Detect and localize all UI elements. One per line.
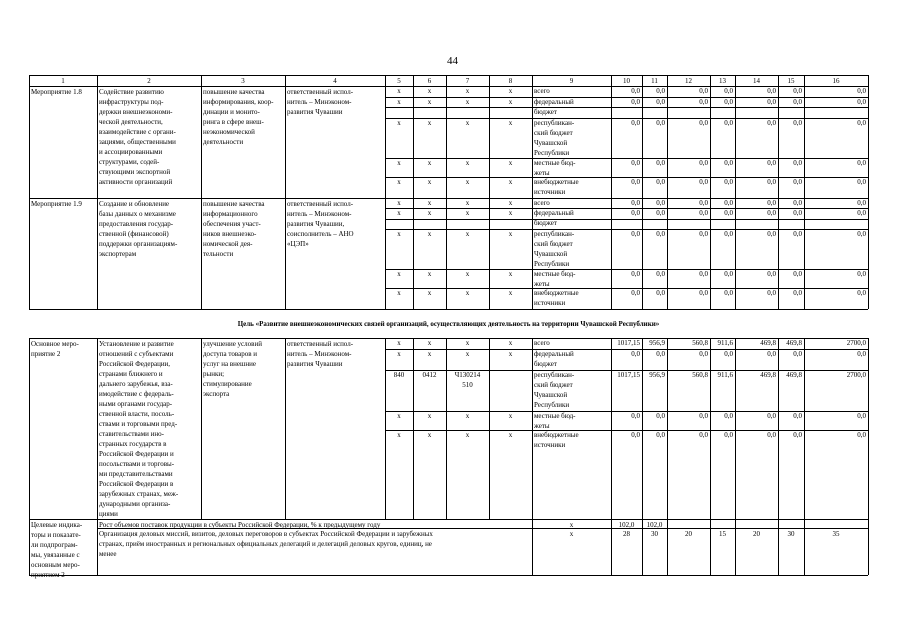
- code-placeholder: x: [427, 199, 432, 207]
- amount-cell: 0,0: [631, 289, 640, 297]
- code-placeholder: x: [397, 230, 401, 238]
- code-placeholder: x: [508, 178, 513, 186]
- table-rule: [532, 75, 533, 309]
- code-placeholder: x: [465, 350, 470, 358]
- table-rule: [735, 519, 736, 575]
- target-value: 102,0: [618, 521, 635, 529]
- code-placeholder: x: [508, 350, 513, 358]
- page-number: 44: [447, 55, 458, 67]
- amount-cell: 0,0: [656, 270, 665, 278]
- code-placeholder: x: [397, 431, 401, 439]
- amount-cell: 0,0: [767, 412, 776, 420]
- table-rule: [489, 338, 490, 519]
- goal-title: Цель «Развитие внешнеэкономических связей организаций, осуществляющих деятельность на территории Чувашской Республики»: [237, 320, 660, 328]
- target-value: 20: [685, 530, 692, 538]
- code-placeholder: x: [427, 87, 432, 95]
- table-rule: [97, 519, 98, 575]
- grbs-code: 840: [393, 371, 405, 379]
- code-placeholder: x: [397, 98, 401, 106]
- amount-cell: 0,0: [767, 119, 776, 127]
- amount-cell: 0,0: [793, 199, 802, 207]
- code-placeholder: x: [508, 119, 513, 127]
- code-placeholder: x: [465, 98, 470, 106]
- amount-cell: 0,0: [857, 209, 866, 217]
- table-rule: [285, 338, 286, 519]
- amount-cell: 0,0: [724, 209, 733, 217]
- table-rule: [201, 75, 202, 309]
- amount-cell: 469,8: [760, 339, 776, 347]
- code-placeholder: x: [508, 230, 513, 238]
- amount-cell: 0,0: [656, 87, 665, 95]
- table-rule: [667, 519, 668, 575]
- code-placeholder: x: [508, 289, 513, 297]
- amount-cell: 0,0: [631, 178, 640, 186]
- code-placeholder: x: [397, 412, 401, 420]
- m18-result: повышение качества информирования, коор- динации и монито- ринга в сфере внеш- неэкономической деятельности: [203, 88, 274, 146]
- amount-cell: 0,0: [724, 159, 733, 167]
- amount-cell: 0,0: [857, 199, 866, 207]
- column-number: 8: [508, 77, 513, 85]
- code-placeholder: x: [508, 98, 513, 106]
- column-number: 5: [397, 77, 401, 85]
- amount-cell: 0,0: [656, 209, 665, 217]
- amount-cell: 469,8: [786, 339, 802, 347]
- code-placeholder: x: [427, 339, 432, 347]
- amount-cell: 0,0: [767, 199, 776, 207]
- amount-cell: 0,0: [724, 230, 733, 238]
- target-value: 15: [719, 530, 726, 538]
- code-placeholder: x: [427, 159, 432, 167]
- rzpr-code: 0412: [422, 371, 437, 379]
- amount-cell: 0,0: [724, 87, 733, 95]
- targets-label: Целевые индика- торы и показате- ли подпрограм- мы, увязанные с основным меро- приятием 2: [31, 521, 83, 579]
- funding-source-label: местные бюд- жеты: [534, 412, 576, 430]
- target-value: 30: [651, 530, 658, 538]
- amount-cell: 0,0: [724, 199, 733, 207]
- column-number: 12: [685, 77, 692, 85]
- amount-cell: 1017,15: [617, 339, 640, 347]
- funding-source-label: республикан- ский бюджет Чувашской Республики: [534, 230, 575, 268]
- target-value: 30: [787, 530, 795, 538]
- table-rule: [778, 519, 779, 575]
- amount-cell: 0,0: [699, 289, 708, 297]
- code-placeholder: x: [397, 350, 401, 358]
- amount-cell: 0,0: [767, 289, 776, 297]
- column-number: 2: [147, 77, 151, 85]
- code-placeholder: x: [465, 209, 470, 217]
- column-number: 11: [651, 77, 658, 85]
- amount-cell: 0,0: [699, 350, 708, 358]
- amount-cell: 0,0: [857, 412, 866, 420]
- code-placeholder: x: [508, 87, 513, 95]
- code-placeholder: x: [427, 350, 432, 358]
- funding-source-label: всего: [534, 339, 550, 347]
- amount-cell: 560,8: [692, 371, 708, 379]
- amount-cell: 469,8: [760, 371, 776, 379]
- amount-cell: 0,0: [656, 98, 665, 106]
- m18-name: Мероприятие 1.8: [31, 88, 82, 96]
- code-placeholder: x: [397, 339, 401, 347]
- amount-cell: 0,0: [724, 412, 733, 420]
- amount-cell: 956,9: [649, 371, 665, 379]
- table-rule: [667, 338, 668, 519]
- amount-cell: 0,0: [767, 87, 776, 95]
- table-rule: [710, 519, 711, 575]
- amount-cell: 2700,0: [846, 339, 866, 347]
- amount-cell: 0,0: [656, 289, 665, 297]
- amount-cell: 0,0: [699, 209, 708, 217]
- amount-cell: 0,0: [699, 270, 708, 278]
- table-rule: [642, 338, 643, 519]
- amount-cell: 0,0: [656, 230, 665, 238]
- funding-source-label: республикан- ский бюджет Чувашской Республики: [534, 371, 575, 409]
- amount-cell: 0,0: [857, 119, 866, 127]
- m18-executor: ответственный испол- нитель – Минэконом- развития Чувашии: [287, 88, 354, 116]
- target-1-text: Рост объемов поставок продукции в субъекты Российской Федерации, % к предыдущему году: [99, 521, 381, 529]
- funding-source-label: федеральный бюджет: [534, 98, 574, 116]
- amount-cell: 0,0: [699, 431, 708, 439]
- amount-cell: 0,0: [631, 270, 640, 278]
- amount-cell: 0,0: [724, 178, 733, 186]
- target-value: 102,0: [646, 521, 663, 529]
- amount-cell: 0,0: [656, 350, 665, 358]
- code-placeholder: x: [569, 521, 574, 529]
- funding-source-label: внебюджетные источники: [534, 431, 579, 449]
- amount-cell: 0,0: [793, 270, 802, 278]
- code-placeholder: x: [397, 270, 401, 278]
- funding-source-label: республикан- ский бюджет Чувашской Республики: [534, 119, 575, 157]
- amount-cell: 0,0: [793, 119, 802, 127]
- funding-source-label: внебюджетные источники: [534, 178, 579, 196]
- amount-cell: 1017,15: [617, 371, 640, 379]
- amount-cell: 911,6: [717, 339, 733, 347]
- amount-cell: 0,0: [699, 119, 708, 127]
- code-placeholder: x: [465, 230, 470, 238]
- amount-cell: 0,0: [767, 270, 776, 278]
- amount-cell: 0,0: [631, 119, 640, 127]
- table-rule: [29, 309, 868, 310]
- column-number: 10: [623, 77, 630, 85]
- amount-cell: 0,0: [656, 178, 665, 186]
- table-rule: [868, 338, 869, 575]
- table-rule: [29, 338, 30, 575]
- amount-cell: 0,0: [656, 412, 665, 420]
- amount-cell: 0,0: [656, 199, 665, 207]
- code-placeholder: x: [508, 431, 513, 439]
- code-placeholder: x: [508, 159, 513, 167]
- funding-source-label: федеральный бюджет: [534, 209, 574, 227]
- code-placeholder: x: [508, 199, 513, 207]
- amount-cell: 0,0: [699, 98, 708, 106]
- amount-cell: 0,0: [767, 431, 776, 439]
- table-rule: [285, 75, 286, 309]
- table-rule: [804, 338, 805, 519]
- amount-cell: 0,0: [724, 119, 733, 127]
- amount-cell: 0,0: [724, 431, 733, 439]
- table-rule: [710, 338, 711, 519]
- table-rule: [97, 75, 98, 309]
- funding-source-label: местные бюд- жеты: [534, 159, 576, 177]
- code-placeholder: x: [427, 119, 432, 127]
- table-rule: [97, 338, 98, 519]
- code-placeholder: x: [427, 412, 432, 420]
- code-placeholder: x: [465, 339, 470, 347]
- amount-cell: 0,0: [857, 431, 866, 439]
- m19-result: повышение качества информационного обеспечения участ- ников внешнеэко- номической дея- тельности: [203, 200, 265, 258]
- code-placeholder: x: [465, 119, 470, 127]
- amount-cell: 956,9: [649, 339, 665, 347]
- amount-cell: 0,0: [767, 209, 776, 217]
- code-placeholder: x: [465, 178, 470, 186]
- code-placeholder: x: [465, 412, 470, 420]
- code-placeholder: x: [465, 199, 470, 207]
- amount-cell: 0,0: [857, 98, 866, 106]
- code-placeholder: x: [427, 98, 432, 106]
- amount-cell: 0,0: [724, 350, 733, 358]
- amount-cell: 0,0: [857, 159, 866, 167]
- amount-cell: 0,0: [699, 87, 708, 95]
- amount-cell: 0,0: [699, 230, 708, 238]
- amount-cell: 0,0: [793, 350, 802, 358]
- amount-cell: 0,0: [631, 431, 640, 439]
- amount-cell: 0,0: [656, 159, 665, 167]
- m18-description: Содействие развитию инфраструктуры под- держки внешнеэкономи- ческой деятельности, взаимодействие с органи- зациями, общественными и ассоциированными структурами, содей- ствующими экспортной активности организаций: [99, 88, 176, 186]
- amount-cell: 0,0: [857, 289, 866, 297]
- amount-cell: 2700,0: [846, 371, 866, 379]
- amount-cell: 0,0: [793, 209, 802, 217]
- code-placeholder: x: [427, 431, 432, 439]
- target-value: 28: [623, 530, 630, 538]
- column-number: 3: [241, 77, 245, 85]
- target-2-text: Организация деловых миссий, визитов, деловых переговоров в субъектах Российской Федерации и зарубежных странах, приём иностранных и региональных официальных делегаций и делегаций деловых кругов, единиц, не менее: [99, 530, 433, 558]
- amount-cell: 0,0: [631, 412, 640, 420]
- amount-cell: 0,0: [793, 431, 802, 439]
- amount-cell: 0,0: [724, 289, 733, 297]
- amount-cell: 0,0: [631, 199, 640, 207]
- amount-cell: 0,0: [631, 98, 640, 106]
- m19-description: Создание и обновление базы данных о механизме предоставления государ- ственной (финансовой) поддержки организациям- экспортерам: [99, 200, 178, 258]
- column-number: 16: [832, 77, 840, 85]
- column-number: 9: [569, 77, 574, 85]
- table-rule: [385, 219, 868, 220]
- amount-cell: 0,0: [631, 87, 640, 95]
- table-rule: [385, 338, 386, 519]
- amount-cell: 0,0: [631, 159, 640, 167]
- code-placeholder: x: [508, 270, 513, 278]
- amount-cell: 0,0: [699, 159, 708, 167]
- amount-cell: 0,0: [857, 178, 866, 186]
- table-rule: [804, 519, 805, 575]
- code-placeholder: x: [397, 87, 401, 95]
- table-rule: [778, 338, 779, 519]
- amount-cell: 469,8: [786, 371, 802, 379]
- amount-cell: 0,0: [724, 270, 733, 278]
- amount-cell: 560,8: [692, 339, 708, 347]
- amount-cell: 0,0: [767, 159, 776, 167]
- amount-cell: 0,0: [793, 159, 802, 167]
- code-placeholder: x: [465, 270, 470, 278]
- amount-cell: 0,0: [631, 350, 640, 358]
- code-placeholder: x: [397, 209, 401, 217]
- amount-cell: 0,0: [699, 412, 708, 420]
- code-placeholder: x: [508, 412, 513, 420]
- code-placeholder: x: [427, 289, 432, 297]
- amount-cell: 0,0: [793, 98, 802, 106]
- amount-cell: 0,0: [767, 178, 776, 186]
- amount-cell: 0,0: [793, 412, 802, 420]
- column-number: 14: [753, 77, 760, 85]
- amount-cell: 0,0: [724, 98, 733, 106]
- amount-cell: 0,0: [857, 87, 866, 95]
- m19-executor: ответственный испол- нитель – Минэконом- развития Чувашии, соисполнитель – АНО «ЦЭП»: [287, 200, 354, 248]
- csr-code: Ч130214 510: [454, 371, 481, 389]
- column-number: 7: [465, 77, 470, 85]
- code-placeholder: x: [427, 178, 432, 186]
- table-rule: [413, 338, 414, 519]
- funding-source-label: внебюджетные источники: [534, 289, 579, 307]
- code-placeholder: x: [427, 230, 432, 238]
- amount-cell: 0,0: [656, 119, 665, 127]
- code-placeholder: x: [508, 209, 513, 217]
- target-value: 20: [753, 530, 760, 538]
- amount-cell: 0,0: [857, 350, 866, 358]
- amount-cell: 0,0: [793, 230, 802, 238]
- amount-cell: 0,0: [767, 350, 776, 358]
- m19-name: Мероприятие 1.9: [31, 200, 82, 208]
- amount-cell: 0,0: [857, 270, 866, 278]
- amount-cell: 911,6: [717, 371, 733, 379]
- table-rule: [868, 75, 869, 309]
- code-placeholder: x: [465, 159, 470, 167]
- table-rule: [735, 338, 736, 519]
- table-rule: [611, 338, 612, 519]
- code-placeholder: x: [397, 119, 401, 127]
- om2-result: улучшение условий доступа товаров и услуг на внешние рынки; стимулирование экспорта: [203, 340, 262, 398]
- code-placeholder: x: [465, 289, 470, 297]
- code-placeholder: x: [508, 339, 513, 347]
- funding-source-label: всего: [534, 87, 550, 95]
- amount-cell: 0,0: [767, 98, 776, 106]
- funding-source-label: местные бюд- жеты: [534, 270, 576, 288]
- table-rule: [201, 338, 202, 519]
- amount-cell: 0,0: [631, 209, 640, 217]
- column-number: 15: [787, 77, 795, 85]
- om2-executor: ответственный испол- нитель – Минэконом- развития Чувашии: [287, 340, 354, 368]
- amount-cell: 0,0: [699, 178, 708, 186]
- code-placeholder: x: [397, 289, 401, 297]
- table-rule: [385, 107, 868, 108]
- amount-cell: 0,0: [857, 230, 866, 238]
- column-number: 4: [333, 77, 337, 85]
- amount-cell: 0,0: [631, 230, 640, 238]
- code-placeholder: x: [465, 87, 470, 95]
- column-number: 13: [719, 77, 726, 85]
- funding-source-label: всего: [534, 199, 550, 207]
- amount-cell: 0,0: [793, 289, 802, 297]
- table-rule: [29, 575, 868, 576]
- code-placeholder: x: [397, 159, 401, 167]
- amount-cell: 0,0: [767, 230, 776, 238]
- code-placeholder: x: [427, 270, 432, 278]
- om2-description: Установление и развитие отношений с субъектами Российской Федерации, странами ближнего и дальнего зарубежья, вза- имодействие с федераль- ными органами государ- ственной власти, посоль- ствами и торговыми пред- ставительствами ино- странных государств в Российской Федерации и посольствами и торговы- ми представительствами Российской Федерации в зарубежных странах, меж- дународными организа- циями: [99, 340, 179, 518]
- code-placeholder: x: [427, 209, 432, 217]
- amount-cell: 0,0: [793, 87, 802, 95]
- code-placeholder: x: [397, 178, 401, 186]
- amount-cell: 0,0: [699, 199, 708, 207]
- column-number: 6: [427, 77, 432, 85]
- amount-cell: 0,0: [793, 178, 802, 186]
- code-placeholder: x: [569, 530, 574, 538]
- om2-name: Основное меро- приятие 2: [31, 340, 79, 358]
- funding-source-label: федеральный бюджет: [534, 350, 574, 368]
- target-value: 35: [832, 530, 840, 538]
- table-rule: [532, 338, 533, 519]
- table-rule: [446, 338, 447, 519]
- column-number: 1: [61, 77, 65, 85]
- amount-cell: 0,0: [656, 431, 665, 439]
- code-placeholder: x: [397, 199, 401, 207]
- code-placeholder: x: [465, 431, 470, 439]
- table-rule: [29, 75, 30, 309]
